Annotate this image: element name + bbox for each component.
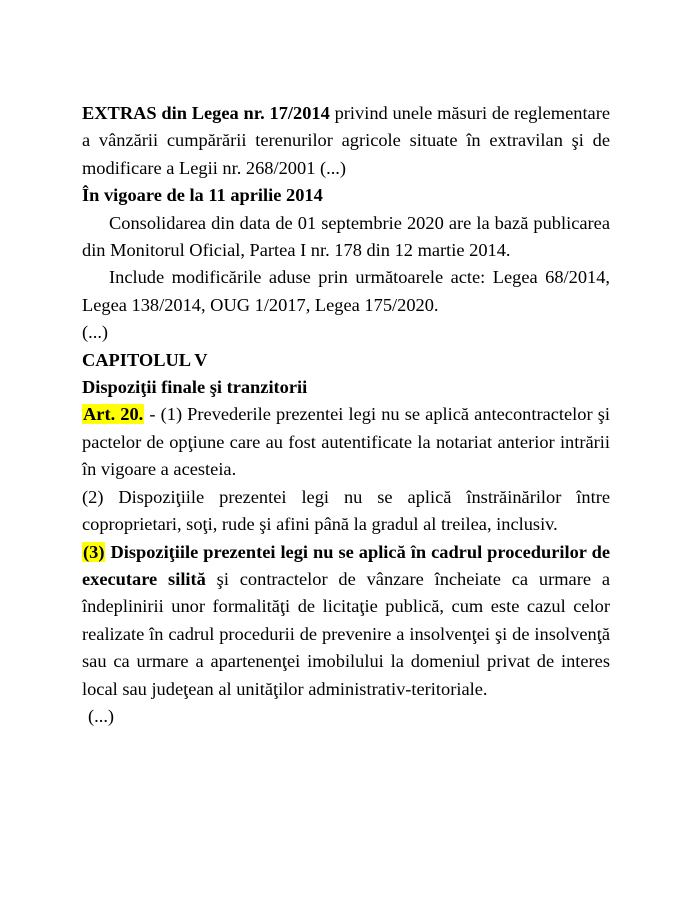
title-law-reference: EXTRAS din Legea nr. 17/2014 [82, 103, 330, 123]
article-20-label-highlight: Art. 20. [83, 404, 144, 425]
article-20-paragraph-3 [82, 539, 610, 703]
article-20-paragraph-2: (2) Dispoziţiile prezentei legi nu se aplică înstrăinărilor între coproprietari, soţi, rude şi afini până la gradul al treilea, inclusiv. [82, 486, 610, 535]
article-20-paragraph-1-text: - (1) Prevederile prezentei legi nu se aplică antecontractelor şi pactelor de opţiune care au fost autentificate la notariat anterior intrării în vigoare a acesteia. [82, 404, 610, 480]
paragraph-3-bold-text: Dispoziţiile prezentei legi nu se aplică în cadrul procedurilor de executare silită [82, 541, 610, 589]
paragraph-3-regular-text: şi contractelor de vânzare încheiate ca urmare a îndeplinirii unor formalităţi de licitaţie publică, cum este cazul celor realizate în cadrul procedurii de prevenire a insolvenţei şi de insolvenţă sau ca urmare a apartenenţei imobilului la domeniul privat de interes local sau judeţean al unităţilor administrativ-teritoriale. [82, 568, 610, 699]
article-20-paragraph-1 [82, 401, 610, 483]
omission-marker-top: (...) [82, 322, 109, 343]
chapter-heading: CAPITOLUL V [82, 349, 208, 370]
effective-date-heading: În vigoare de la 11 aprilie 2014 [82, 185, 323, 206]
chapter-subtitle: Dispoziţii finale şi tranzitorii [82, 377, 308, 398]
amendments-note: Include modificările aduse prin următoarele acte: Legea 68/2014, Legea 138/2014, OUG 1/2017, Legea 175/2020. [82, 267, 610, 315]
document-title [82, 100, 610, 182]
document-body [82, 100, 610, 730]
title-description: privind unele măsuri de reglementare a vânzării cumpărării terenurilor agricole situate în extravilan şi de modificare a Legii nr. 268/2001 (...) [82, 103, 610, 178]
paragraph-3-marker-highlight: (3) [83, 541, 105, 562]
consolidation-note: Consolidarea din data de 01 septembrie 2020 are la bază publicarea din Monitorul Oficial, Partea I nr. 178 din 12 martie 2014. [82, 212, 610, 261]
omission-marker-bottom: (...) [88, 705, 115, 726]
